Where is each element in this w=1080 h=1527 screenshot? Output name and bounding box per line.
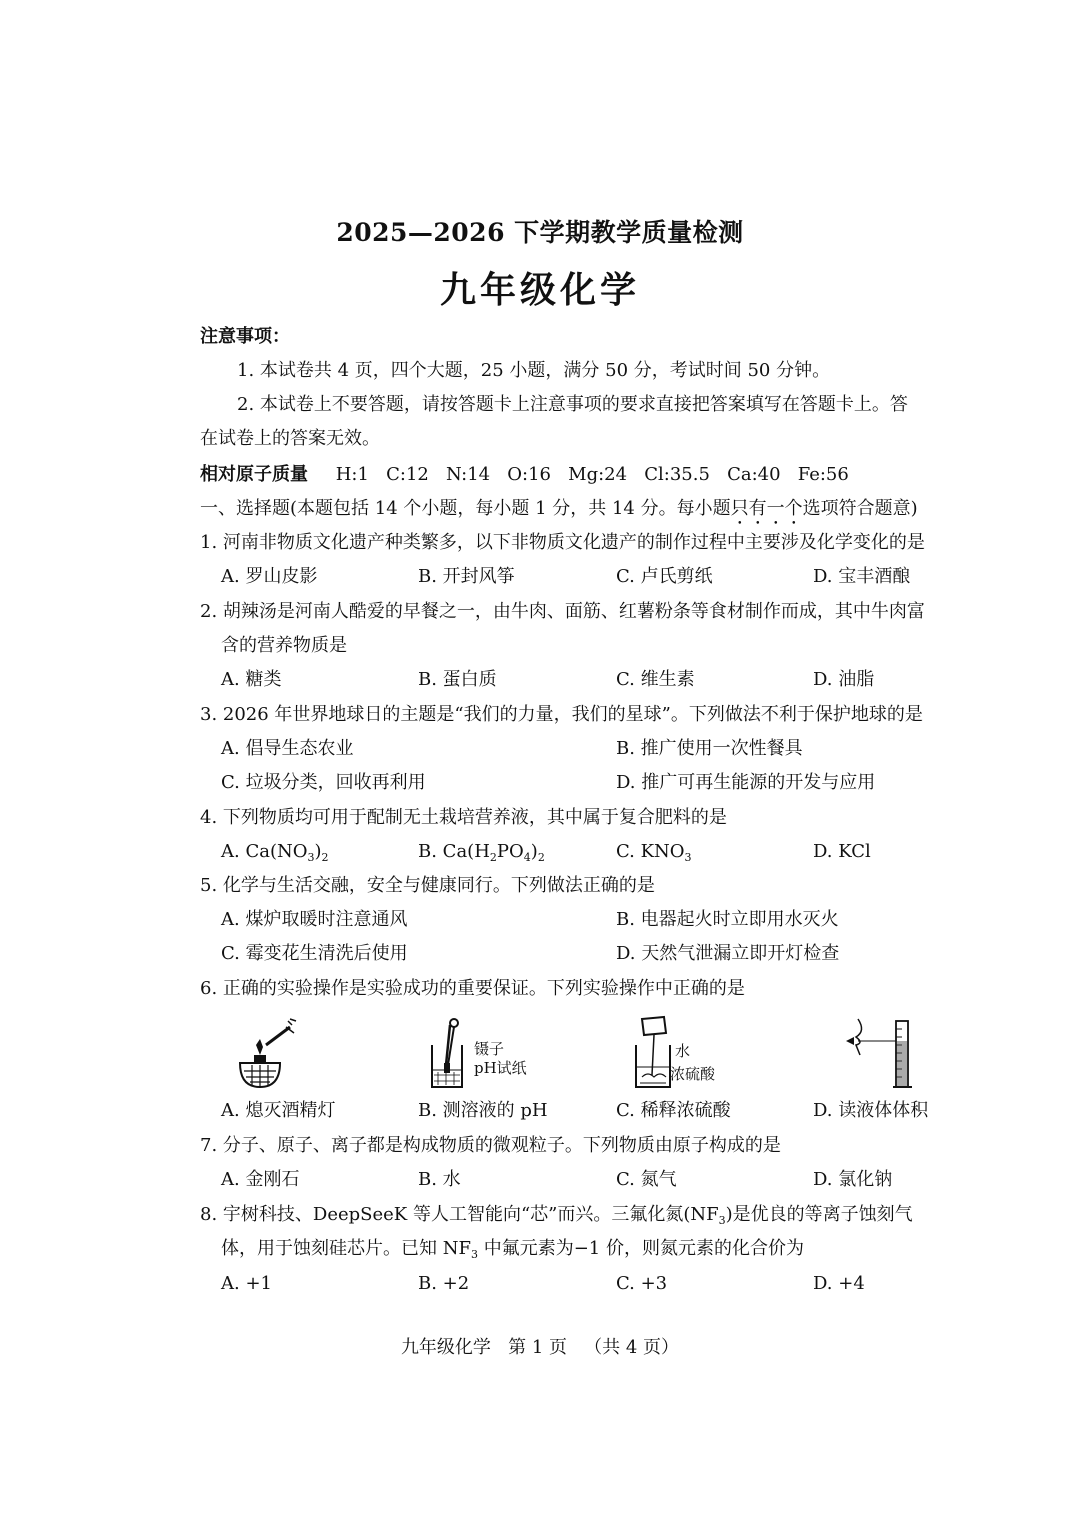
q8-option-a: A. +1 xyxy=(221,1273,272,1294)
q4-option-a xyxy=(221,840,329,870)
q7-option-c: C. 氮气 xyxy=(616,1169,677,1190)
q4-c-pre: C. KNO xyxy=(616,841,685,862)
section1-heading-emph: 只有一个 xyxy=(730,498,803,519)
notice-item-2-line2: 在试卷上的答案无效。 xyxy=(200,428,380,449)
q2-option-d: D. 油脂 xyxy=(813,669,875,690)
q2-option-c: C. 维生素 xyxy=(616,669,695,690)
q6-c-label-water: 水 xyxy=(675,1042,691,1060)
q3-stem: 3. 2026 年世界地球日的主题是“我们的力量，我们的星球”。下列做法不利于保护地球的是 xyxy=(200,704,923,725)
alcohol-lamp-figure xyxy=(232,1015,302,1090)
q1-option-b: B. 开封风筝 xyxy=(418,566,515,587)
q7-option-b: B. 水 xyxy=(418,1169,461,1190)
q8-stem2-post: 中氟元素为−1 价，则氮元素的化合价为 xyxy=(477,1238,804,1259)
q8-stem2-pre: 体，用于蚀刻硅芯片。已知 NF xyxy=(221,1238,471,1259)
q1-option-a: A. 罗山皮影 xyxy=(221,566,318,587)
q4-option-c xyxy=(616,840,692,870)
q8-stem1-sub: 3 xyxy=(718,1214,726,1227)
q4-a-mid: ) xyxy=(314,841,322,862)
notice-heading: 注意事项： xyxy=(200,326,290,347)
q1-stem: 1. 河南非物质文化遗产种类繁多，以下非物质文化遗产的制作过程中主要涉及化学变化的是 xyxy=(200,532,925,553)
q4-b-mid: PO xyxy=(496,841,524,862)
q5-option-d: D. 天然气泄漏立即开灯检查 xyxy=(616,943,840,964)
q4-b-end: ) xyxy=(530,841,538,862)
section1-heading-pre: 一、选择题(本题包括 14 个小题，每小题 1 分，共 14 分。每小题 xyxy=(200,498,731,519)
q6-b-label-tweezers: 镊子 xyxy=(474,1040,505,1058)
q7-option-d: D. 氯化钠 xyxy=(813,1169,893,1190)
q8-stem1-post: )是优良的等离子蚀刻气 xyxy=(725,1204,913,1225)
q3-option-a: A. 倡导生态农业 xyxy=(221,738,354,759)
q2-option-a: A. 糖类 xyxy=(221,669,282,690)
q5-option-a: A. 煤炉取暖时注意通风 xyxy=(221,909,408,930)
notice-item-1: 1. 本试卷共 4 页，四个大题，25 小题，满分 50 分，考试时间 50 分钟。 xyxy=(237,360,831,381)
q8-option-c: C. +3 xyxy=(616,1273,668,1294)
page-footer: 九年级化学 第 1 页 （共 4 页） xyxy=(400,1337,680,1358)
q4-option-d: D. KCl xyxy=(813,841,871,862)
exam-title: 2025—2026 下学期教学质量检测 xyxy=(336,218,744,247)
q4-a-sub2: 2 xyxy=(321,851,329,864)
subject-title: 九年级化学 xyxy=(439,269,640,311)
q4-a-sub1: 3 xyxy=(307,851,315,864)
q6-option-b: B. 测溶液的 pH xyxy=(418,1100,548,1121)
read-volume-figure xyxy=(838,1015,918,1090)
q4-a-pre: A. Ca(NO xyxy=(221,841,308,862)
section1-heading-post: 选项符合题意) xyxy=(802,498,918,519)
section1-heading xyxy=(200,497,918,529)
q1-option-c: C. 卢氏剪纸 xyxy=(616,566,713,587)
q7-option-a: A. 金刚石 xyxy=(221,1169,300,1190)
q8-stem-line1 xyxy=(200,1203,913,1233)
q5-stem: 5. 化学与生活交融，安全与健康同行。下列做法正确的是 xyxy=(200,875,655,896)
q3-option-b: B. 推广使用一次性餐具 xyxy=(616,738,803,759)
q5-option-b: B. 电器起火时立即用水灭火 xyxy=(616,909,839,930)
q4-b-sub1: 2 xyxy=(489,851,497,864)
q8-option-b: B. +2 xyxy=(418,1273,470,1294)
q4-c-sub: 3 xyxy=(684,851,692,864)
q6-option-c: C. 稀释浓硫酸 xyxy=(616,1100,731,1121)
q8-stem-line2 xyxy=(221,1237,804,1267)
q5-option-c: C. 霉变花生清洗后使用 xyxy=(221,943,408,964)
q1-option-d: D. 宝丰酒酿 xyxy=(813,566,911,587)
q6-c-label-acid: 浓硫酸 xyxy=(670,1065,716,1083)
q4-option-b xyxy=(418,840,545,870)
atomic-mass-label: 相对原子质量 xyxy=(200,464,308,485)
q4-b-pre: B. Ca(H xyxy=(418,841,490,862)
atomic-mass-row xyxy=(200,463,849,487)
q4-stem: 4. 下列物质均可用于配制无土栽培营养液，其中属于复合肥料的是 xyxy=(200,807,727,828)
q8-stem2-sub: 3 xyxy=(470,1248,478,1261)
q8-option-d: D. +4 xyxy=(813,1273,865,1294)
q3-option-c: C. 垃圾分类，回收再利用 xyxy=(221,772,426,793)
q6-option-a: A. 熄灭酒精灯 xyxy=(221,1100,336,1121)
ph-test-figure xyxy=(428,1015,468,1090)
q8-stem1-pre: 8. 宇树科技、DeepSeeK 等人工智能向“芯”而兴。三氟化氮(NF xyxy=(200,1204,719,1225)
q3-option-d: D. 推广可再生能源的开发与应用 xyxy=(616,772,876,793)
q4-b-sub3: 2 xyxy=(537,851,545,864)
q2-stem-line2: 含的营养物质是 xyxy=(221,635,347,656)
q6-option-d: D. 读液体体积 xyxy=(813,1100,929,1121)
q7-stem: 7. 分子、原子、离子都是构成物质的微观粒子。下列物质由原子构成的是 xyxy=(200,1135,781,1156)
q2-stem-line1: 2. 胡辣汤是河南人酷爱的早餐之一，由牛肉、面筋、红薯粉条等食材制作而成，其中牛肉富 xyxy=(200,601,925,622)
q6-stem: 6. 正确的实验操作是实验成功的重要保证。下列实验操作中正确的是 xyxy=(200,978,745,999)
q4-b-sub2: 4 xyxy=(523,851,531,864)
q6-b-label-ph-paper: pH试纸 xyxy=(474,1059,527,1077)
q2-option-b: B. 蛋白质 xyxy=(418,669,497,690)
notice-item-2-line1: 2. 本试卷上不要答题，请按答题卡上注意事项的要求直接把答案填写在答题卡上。答 xyxy=(237,394,908,415)
atomic-mass-values: H:1 C:12 N:14 O:16 Mg:24 Cl:35.5 Ca:40 Fe:56 xyxy=(335,464,849,485)
